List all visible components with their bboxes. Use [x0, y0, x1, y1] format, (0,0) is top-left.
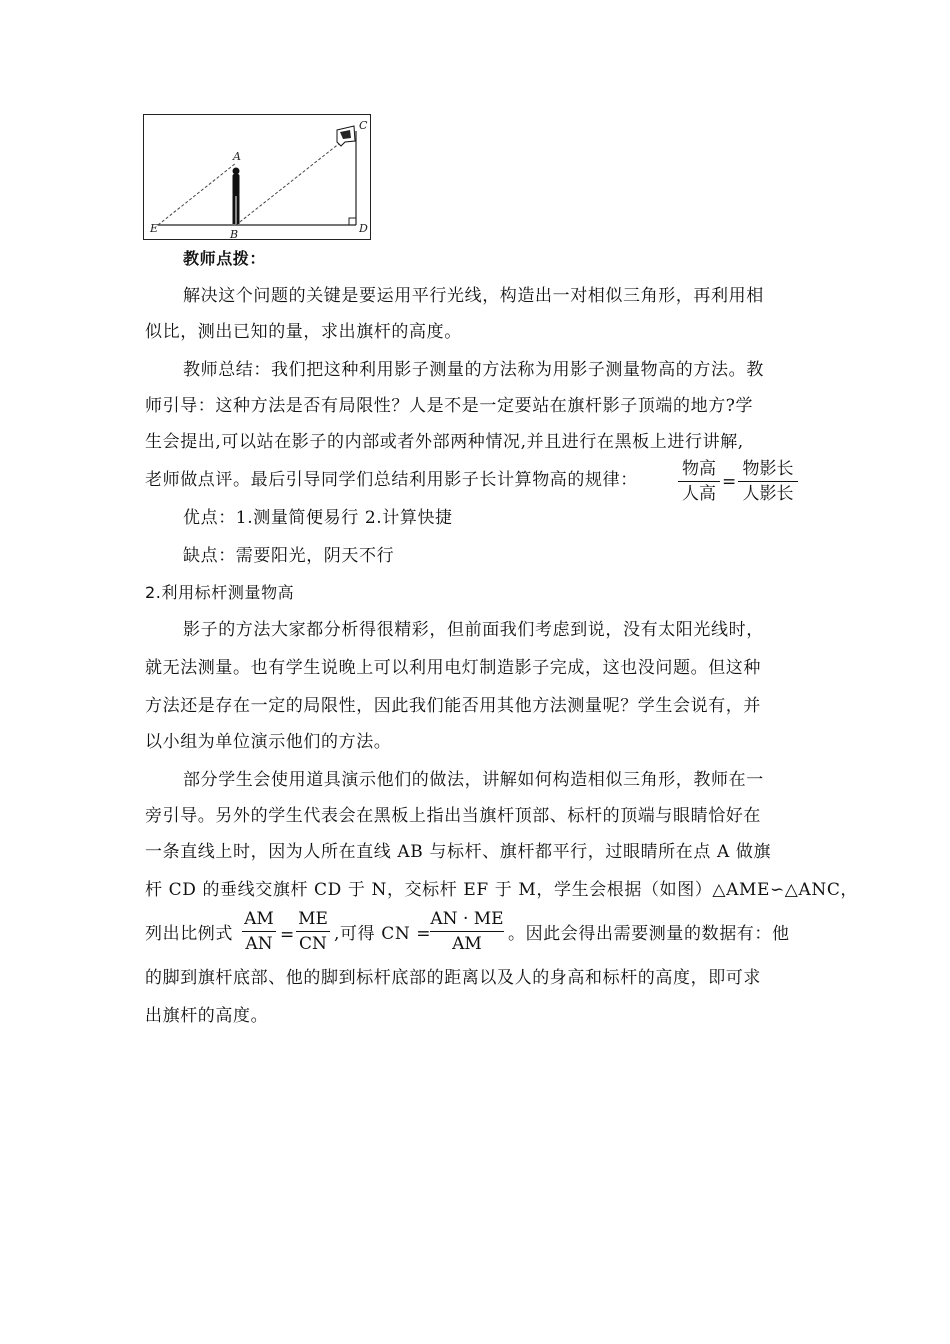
- paragraph-1-line-1: 解决这个问题的关键是要运用平行光线，构造出一对相似三角形，再利用相: [183, 286, 764, 306]
- pros-line: 优点：1.测量简便易行 2.计算快捷: [183, 508, 453, 528]
- paragraph-4-line-5-suffix: 。因此会得出需要测量的数据有：他: [508, 924, 790, 944]
- rule-numerator-right: 物影长: [742, 459, 794, 479]
- proportion-equals: =: [280, 925, 295, 945]
- label-D: D: [359, 222, 368, 235]
- fraction-me-cn-numerator: ME: [298, 909, 328, 929]
- paragraph-3-line-4: 以小组为单位演示他们的方法。: [145, 732, 392, 752]
- ray-EA: [158, 163, 236, 225]
- fraction-an-me-am-numerator: AN · ME: [430, 909, 504, 929]
- paragraph-3-line-3: 方法还是存在一定的局限性，因此我们能否用其他方法测量呢？学生会说有，并: [145, 696, 761, 716]
- label-B: B: [230, 228, 239, 241]
- cons-line: 缺点：需要阳光，阴天不行: [183, 546, 395, 566]
- paragraph-3-line-1: 影子的方法大家都分析得很精彩，但前面我们考虑到说，没有太阳光线时，: [183, 620, 764, 640]
- fraction-an-me-am-denominator: AM: [452, 934, 482, 954]
- fraction-am-an-numerator: AM: [244, 909, 274, 929]
- rule-fraction-left: [678, 458, 720, 505]
- paragraph-4-line-7: 出旗杆的高度。: [145, 1006, 269, 1026]
- flag-icon: [337, 126, 355, 146]
- label-C: C: [359, 119, 368, 132]
- fraction-am-an: [242, 908, 276, 955]
- rule-denominator-right: 人影长: [742, 484, 794, 504]
- paragraph-2-line-2: 师引导：这种方法是否有局限性？人是不是一定要站在旗杆影子顶端的地方?学: [145, 396, 754, 416]
- person-silhouette: [233, 168, 240, 225]
- paragraph-4-line-4: 杆 CD 的垂线交旗杆 CD 于 N，交标杆 EF 于 M，学生会根据（如图）△AME∽△ANC，: [145, 880, 859, 900]
- ray-BC: [236, 135, 350, 225]
- paragraph-2-line-3: 生会提出,可以站在影子的内部或者外部两种情况,并且进行在黑板上进行讲解,: [145, 432, 744, 452]
- fraction-am-an-denominator: AN: [245, 934, 273, 954]
- paragraph-1-line-2: 似比，测出已知的量，求出旗杆的高度。: [145, 322, 462, 342]
- teacher-tip-heading: 教师点拨：: [183, 249, 267, 268]
- paragraph-2-line-4: 老师做点评。最后引导同学们总结利用影子长计算物高的规律：: [145, 470, 638, 490]
- paragraph-2-line-1: 教师总结：我们把这种利用影子测量的方法称为用影子测量物高的方法。教: [183, 360, 764, 380]
- label-E: E: [150, 222, 159, 235]
- section-2-heading: 2.利用标杆测量物高: [145, 583, 295, 602]
- fraction-me-cn: [296, 908, 330, 955]
- paragraph-4-line-3: 一条直线上时，因为人所在直线 AB 与标杆、旗杆都平行，过眼睛所在点 A 做旗: [145, 842, 772, 862]
- flagpole-shadow-figure: [143, 114, 371, 240]
- paragraph-4-line-5-mid: ,可得 CN =: [334, 924, 432, 944]
- paragraph-3-line-2: 就无法测量。也有学生说晚上可以利用电灯制造影子完成，这也没问题。但这种: [145, 658, 761, 678]
- right-angle-mark: [349, 218, 356, 225]
- rule-fraction-right: [738, 458, 798, 505]
- paragraph-4-line-6: 的脚到旗杆底部、他的脚到标杆底部的距离以及人的身高和标杆的高度，即可求: [145, 968, 761, 988]
- fraction-me-cn-denominator: CN: [299, 934, 327, 954]
- fraction-an-me-am: [430, 908, 504, 955]
- rule-denominator-left: 人高: [682, 484, 716, 504]
- label-A: A: [233, 150, 241, 163]
- rule-equals: =: [722, 472, 737, 492]
- paragraph-4-line-5-prefix: 列出比例式: [145, 924, 233, 944]
- figure-diagram: [144, 115, 372, 241]
- rule-numerator-left: 物高: [682, 459, 716, 479]
- paragraph-4-line-2: 旁引导。另外的学生代表会在黑板上指出当旗杆顶部、标杆的顶端与眼睛恰好在: [145, 806, 761, 826]
- paragraph-4-line-1: 部分学生会使用道具演示他们的做法，讲解如何构造相似三角形，教师在一: [183, 770, 764, 790]
